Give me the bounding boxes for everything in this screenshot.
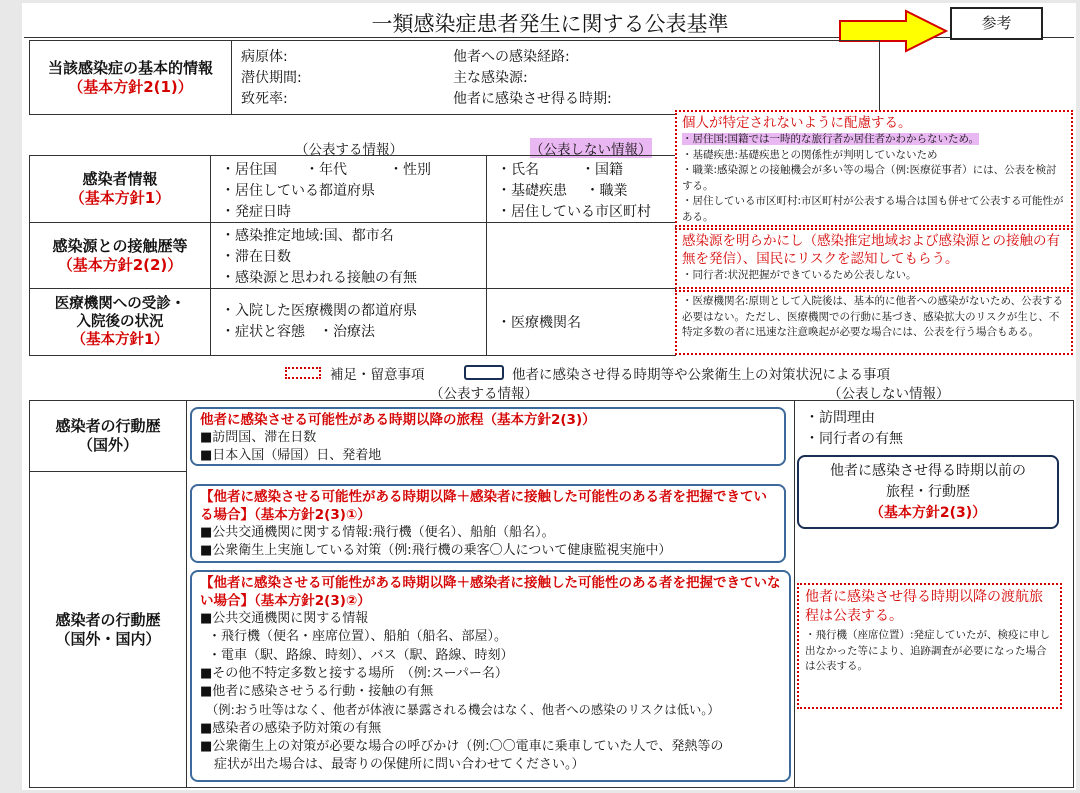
row-contact-header <box>29 222 211 289</box>
basic-info-policy: （基本方針2(1)） <box>68 77 193 96</box>
travel-known-item: ■公共交通機関に関する情報:飛行機（便名）、船舶（船名）。 <box>200 525 555 540</box>
row-medical-publish <box>210 288 487 356</box>
travel-unknown-item: ・飛行機（便名・座席位置）、船舶（船名、部屋）。 <box>208 629 508 645</box>
row-patient-policy: （基本方針1） <box>69 189 171 207</box>
not-publish-line: ・基礎疾患 ・職業 <box>497 183 628 199</box>
note-privacy-item-text: ・居住国:国籍では一時的な旅行者か居住者かわからないため。 <box>682 133 980 145</box>
travel-unknown-item: 症状が出た場合は、最寄りの保健所に問い合わせてください。） <box>214 757 585 773</box>
travel-unknown-item: （例:おう吐等はなく、他者が体液に暴露される機会はなく、他者への感染のリスクは低い。） <box>206 703 720 718</box>
row-patient-publish <box>210 155 487 223</box>
publish-line: ・感染源と思われる接触の有無 <box>221 270 417 286</box>
row-patient-not-publish <box>486 155 676 223</box>
note-travel <box>797 583 1062 709</box>
caption-publish-top: （公表する情報） <box>295 142 403 158</box>
incubation-label: 潜伏期間: <box>241 70 302 86</box>
not-publish-line: ・居住している市区町村 <box>497 204 651 220</box>
travel-unknown-box <box>190 570 791 782</box>
travel-unknown-title: 【他者に感染させる可能性がある時期以降＋感染者に接触した可能性のある者を把握できていない場合】（基本方針2(3)②） <box>200 575 781 609</box>
legend-solid-label: 他者に感染させ得る時期等や公衆衛生上の対策状況による事項 <box>512 367 890 383</box>
basic-info-header <box>29 40 232 115</box>
not-publish-line: ・医療機関名 <box>497 315 581 331</box>
row-contact-publish <box>210 222 487 289</box>
row-patient-label: 感染者情報 <box>82 170 158 189</box>
travel-unknown-item: ■感染者の感染予防対策の有無 <box>200 720 382 736</box>
legend-dotted-label: 補足・留意事項 <box>330 367 425 383</box>
row-contact-not-publish <box>486 222 676 289</box>
publish-line: ・症状と容態 ・治療法 <box>221 324 375 340</box>
note-privacy-item: ・基礎疾患:基礎疾患との関係性が判明していないため <box>682 148 938 161</box>
row-medical-policy: （基本方針1） <box>71 332 169 349</box>
travel-abroad-item: ■訪問国、滞在日数 <box>200 430 317 445</box>
pathogen-label: 病原体: <box>241 49 288 65</box>
period-label: 他者に感染させ得る時期: <box>453 91 612 107</box>
travel-unknown-item: ■その他不特定多数と接する場所 （例:スーパー名） <box>200 665 508 681</box>
caption-not-publish-top: （公表しない情報） <box>530 138 652 158</box>
legend-dotted-swatch <box>285 367 321 379</box>
travel-abroad-box <box>190 407 786 466</box>
basic-info-body <box>231 40 880 115</box>
not-publish-line: ・同行者の有無 <box>805 431 903 447</box>
travel-both-header <box>29 472 187 788</box>
source-label: 主な感染源: <box>453 70 528 86</box>
travel-both-label: 感染者の行動歴 <box>55 611 161 630</box>
travel-before-line: 旅程・行動歴 <box>886 484 970 500</box>
publish-line: ・居住国 ・年代 ・性別 <box>221 162 431 178</box>
page-title: 一類感染症患者発生に関する公表基準 <box>371 12 729 36</box>
note-travel-item: ・飛行機（座席位置）:発症していたが、検疫に申し出なかった等により、追跡調査が必要になった場合は公表する。 <box>805 629 1051 672</box>
publish-line: ・入院した医療機関の都道府県 <box>221 303 417 319</box>
row-medical-not-publish <box>486 288 676 356</box>
travel-unknown-item: ・電車（駅、路線、時刻）、バス（駅、路線、時刻） <box>208 647 514 663</box>
fatality-label: 致死率: <box>241 91 288 107</box>
travel-known-title: 【他者に感染させる可能性がある時期以降＋感染者に接触した可能性のある者を把握できている場合】（基本方針2(3)①） <box>200 489 767 523</box>
travel-unknown-item: ■公衆衛生上の対策が必要な場合の呼びかけ（例:〇〇電車に乗車していた人で、発熱等の <box>200 739 724 755</box>
row-medical-label-1: 医療機関への受診・ <box>54 295 186 312</box>
travel-abroad-label: 感染者の行動歴 <box>55 416 161 435</box>
travel-before-line: 他者に感染させ得る時期以前の <box>830 463 1026 479</box>
note-privacy-title: 個人が特定されないように配慮する。 <box>682 115 912 131</box>
publish-line: ・滞在日数 <box>221 249 291 265</box>
travel-abroad-header <box>29 400 187 471</box>
basic-left-col <box>241 47 302 110</box>
note-medical <box>675 290 1073 355</box>
legend-solid-swatch <box>464 365 504 380</box>
row-medical-header <box>29 288 211 356</box>
travel-abroad-box-title: 他者に感染させる可能性がある時期以降の旅程（基本方針2(3)） <box>200 412 596 428</box>
basic-info-label: 当該感染症の基本的情報 <box>47 58 213 77</box>
caption-not-publish-bottom: （公表しない情報） <box>828 386 950 402</box>
travel-both-sublabel: （国外・国内） <box>55 630 161 648</box>
caption-publish-bottom: （公表する情報） <box>430 386 538 402</box>
note-privacy-item: ・職業:感染源との接触機会が多い等の場合（例:医療従事者）には、公表を検討する。 <box>682 164 1057 192</box>
travel-unknown-item: ■他者に感染させうる行動・接触の有無 <box>200 684 434 700</box>
note-source <box>675 228 1073 289</box>
travel-abroad-item: ■日本入国（帰国）日、発着地 <box>200 448 382 464</box>
note-travel-title: 他者に感染させ得る時期以降の渡航旅程は公表する。 <box>805 589 1043 624</box>
publish-line: ・感染推定地域:国、都市名 <box>221 228 394 244</box>
travel-before-policy: （基本方針2(3)） <box>869 505 987 521</box>
row-patient-header <box>29 155 211 223</box>
reference-badge: 参考 <box>950 7 1043 40</box>
note-source-item: ・同行者:状況把握ができているため公表しない。 <box>682 269 917 281</box>
not-publish-line: ・氏名 ・国籍 <box>497 162 623 178</box>
route-label: 他者への感染経路: <box>453 49 570 65</box>
row-contact-policy: （基本方針2(2)） <box>57 255 183 274</box>
travel-unknown-item: ■公共交通機関に関する情報 <box>200 611 369 626</box>
publish-line: ・居住している都道府県 <box>221 183 375 199</box>
publish-line: ・発症日時 <box>221 204 291 220</box>
travel-known-item: ■公衆衛生上実施している対策（例:飛行機の乗客〇人について健康監視実施中） <box>200 543 672 559</box>
note-medical-item: ・医療機関名:原則として入院後は、基本的に他者への感染がないため、公表する必要はない。ただし、医療機関での行動に基づき、感染拡大のリスクが生じ、不特定多数の者に迅速な注意喚起が必要な場合には、公表を行う場合もある。 <box>682 295 1064 338</box>
note-privacy <box>675 110 1073 227</box>
basic-right-col <box>453 47 612 110</box>
travel-known-box <box>190 484 786 563</box>
not-publish-line: ・訪問理由 <box>805 410 875 426</box>
travel-abroad-sublabel: （国外） <box>77 435 138 454</box>
travel-before-box <box>797 455 1059 529</box>
travel-divider-2 <box>794 400 795 788</box>
note-privacy-item <box>682 132 1066 148</box>
note-privacy-item: ・居住している市区町村:市区町村が公表する場合は国も併せて公表する可能性がある。 <box>682 195 1064 223</box>
note-source-title: 感染源を明らかにし（感染推定地域および感染源との接触の有無を発信）、国民にリスクを認知してもらう。 <box>682 233 1060 267</box>
row-medical-label-2: 入院後の状況 <box>76 313 164 330</box>
row-contact-label: 感染源との接触歴等 <box>52 236 188 255</box>
travel-abroad-not-publish <box>805 408 903 450</box>
